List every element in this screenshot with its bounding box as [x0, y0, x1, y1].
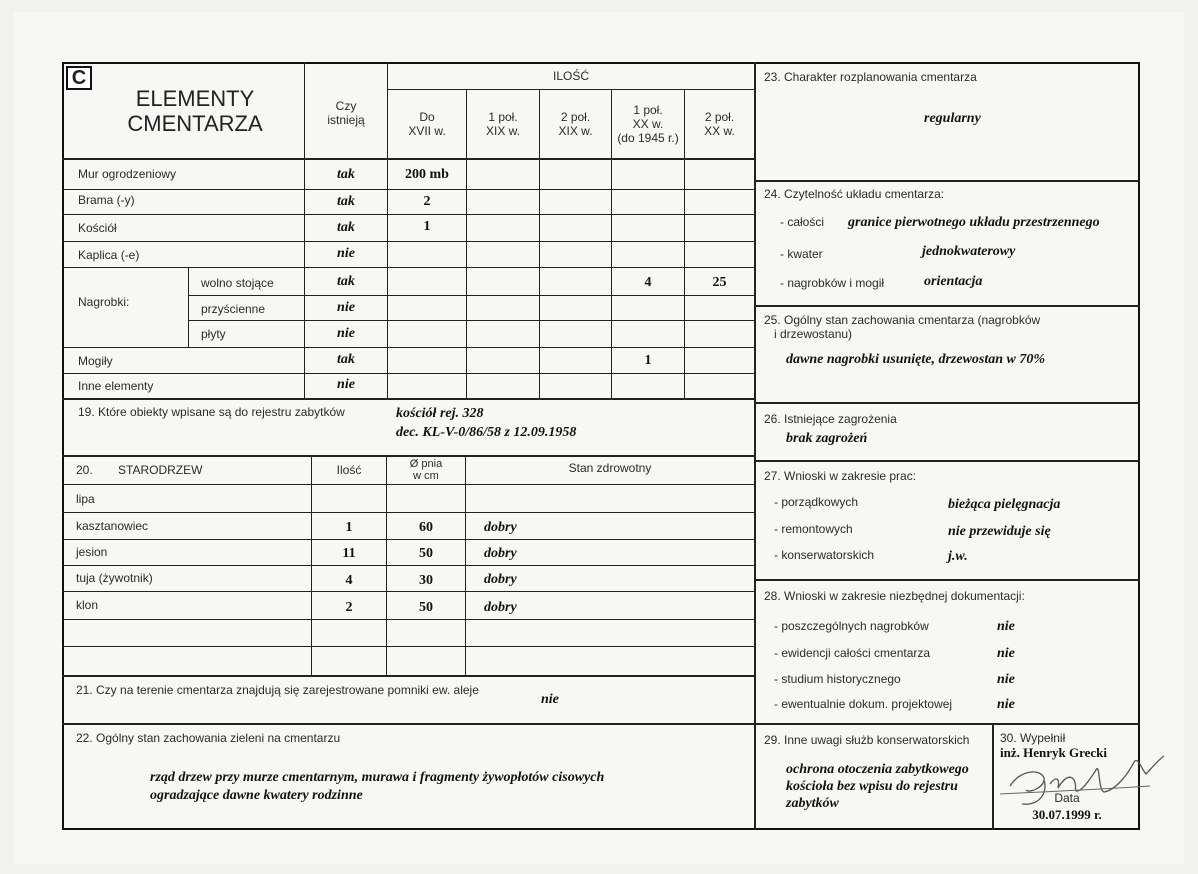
- s30-date: 30.07.1999 r.: [1032, 807, 1102, 822]
- czy-istnieja-header: [305, 99, 387, 127]
- element-exists: tak: [337, 220, 355, 235]
- s27-item-value: bieżąca pielęgnacja: [948, 497, 1061, 512]
- header-line: w cm: [413, 470, 439, 482]
- grid-line: [62, 455, 754, 457]
- grid-line: [62, 347, 754, 348]
- s29-value: zabytków: [786, 796, 839, 811]
- header-line: (do 1945 r.): [617, 131, 679, 145]
- form-frame: [62, 62, 1140, 830]
- s28-item-label: - ewentualnie dokum. projektowej: [774, 697, 953, 711]
- section-letter-box: C: [66, 66, 92, 90]
- tree-diameter: 30: [419, 573, 433, 588]
- tree-count: 1: [345, 520, 353, 535]
- s24-item-value: orientacja: [924, 274, 983, 289]
- header-line: XIX w.: [558, 124, 593, 138]
- s20-num: 20.: [76, 463, 93, 477]
- tree-name: jesion: [76, 545, 108, 559]
- s24-item-label: - całości: [780, 215, 825, 229]
- s27-item-label: - remontowych: [774, 522, 853, 536]
- grid-line: [754, 402, 1140, 404]
- grid-line: [62, 267, 754, 268]
- grid-line: [62, 723, 754, 725]
- period-header: [388, 110, 466, 138]
- tree-name: klon: [76, 598, 99, 612]
- header-line: 1 poł.: [488, 110, 518, 124]
- s24-item-label: - kwater: [780, 247, 823, 261]
- element-exists: nie: [337, 377, 355, 392]
- grid-line: [62, 565, 754, 566]
- header-line: 1 poł.: [633, 103, 663, 117]
- element-count: 1: [644, 353, 652, 368]
- period-header: [467, 110, 539, 138]
- tree-state: dobry: [484, 600, 517, 615]
- s28-item-label: - ewidencji całości cmentarza: [774, 646, 931, 660]
- element-label: Mogiły: [78, 354, 113, 368]
- s21-label: 21. Czy na terenie cmentarza znajdują się zarejestrowane pomniki ew. aleje: [76, 683, 479, 697]
- s22-value: rząd drzew przy murze cmentarnym, murawa i fragmenty żywopłotów cisowych: [150, 770, 605, 785]
- s29-label: 29. Inne uwagi służb konserwatorskich: [764, 733, 970, 747]
- element-exists: tak: [337, 167, 355, 182]
- s29-value: kościoła bez wpisu do rejestru: [786, 779, 958, 794]
- header-line: istnieją: [327, 113, 365, 127]
- s27-item-label: - konserwatorskich: [774, 548, 875, 562]
- nagrobki-label: Nagrobki:: [78, 295, 130, 309]
- s24-item-value: jednokwaterowy: [922, 244, 1016, 259]
- header-line: XVII w.: [408, 124, 446, 138]
- s24-item-label: - nagrobków i mogił: [780, 276, 885, 290]
- grid-line: [62, 591, 754, 592]
- period-header: [685, 110, 754, 138]
- s28-item-value: nie: [997, 619, 1015, 634]
- grid-line: [62, 646, 754, 647]
- element-count: 1: [423, 219, 431, 234]
- element-exists: tak: [337, 194, 355, 209]
- element-count: 25: [712, 275, 727, 290]
- element-count: 4: [644, 275, 652, 290]
- s19-label: 19. Które obiekty wpisane są do rejestru zabytków: [78, 405, 345, 419]
- tree-name: kasztanowiec: [76, 519, 149, 533]
- grid-line: [62, 214, 754, 215]
- header-line: XX w.: [632, 117, 664, 131]
- tree-count: 11: [342, 546, 356, 561]
- nagrobki-type: przyścienne: [201, 302, 266, 316]
- tree-diameter: 50: [419, 600, 433, 615]
- s28-item-label: - poszczególnych nagrobków: [774, 619, 929, 633]
- header-line: Czy: [335, 99, 357, 113]
- header-line: Do: [419, 110, 435, 124]
- header-line: 2 poł.: [560, 110, 591, 124]
- s29-value: ochrona otoczenia zabytkowego: [786, 762, 969, 777]
- tree-diameter: 60: [419, 520, 433, 535]
- element-exists: nie: [337, 300, 355, 315]
- grid-line: [387, 89, 754, 90]
- grid-line: [62, 619, 754, 620]
- grid-line: [754, 460, 1140, 462]
- s25-label: i drzewostanu): [774, 327, 853, 341]
- title-line: CMENTARZA: [127, 111, 263, 136]
- element-label: Brama (-y): [78, 193, 135, 207]
- element-label: Mur ogrodzeniowy: [78, 167, 177, 181]
- s26-label: 26. Istniejące zagrożenia: [764, 412, 897, 426]
- element-exists: tak: [337, 274, 355, 289]
- s27-item-label: - porządkowych: [774, 495, 859, 509]
- tree-state: dobry: [484, 546, 517, 561]
- nagrobki-type: płyty: [201, 327, 226, 341]
- element-exists: tak: [337, 352, 355, 367]
- ilosc-header: ILOŚĆ: [552, 69, 589, 83]
- title-line: ELEMENTY: [135, 86, 255, 111]
- s25-label: 25. Ogólny stan zachowania cmentarza (nagrobków: [764, 313, 1041, 327]
- s28-item-value: nie: [997, 697, 1015, 712]
- s20-col-dia: [387, 458, 465, 482]
- s22-label: 22. Ogólny stan zachowania zieleni na cmentarzu: [76, 731, 341, 745]
- s19-value: dec. KL-V-0/86/58 z 12.09.1958: [396, 425, 577, 440]
- element-label: Inne elementy: [78, 379, 154, 393]
- s19-value: kościół rej. 328: [396, 406, 484, 421]
- grid-line: [62, 512, 754, 513]
- grid-line: [754, 579, 1140, 581]
- s30-label: 30. Wypełnił: [1000, 731, 1066, 745]
- s23-value: regularny: [924, 111, 981, 126]
- tree-state: dobry: [484, 520, 517, 535]
- s28-item-value: nie: [997, 646, 1015, 661]
- tree-name: lipa: [76, 492, 95, 506]
- grid-line: [62, 241, 754, 242]
- main-divider: [754, 62, 756, 830]
- s28-label: 28. Wnioski w zakresie niezbędnej dokumentacji:: [764, 589, 1025, 603]
- s28-item-label: - studium historycznego: [774, 672, 901, 686]
- s25-value: dawne nagrobki usunięte, drzewostan w 70%: [786, 352, 1046, 367]
- header-line: 2 poł.: [704, 110, 735, 124]
- s27-item-value: j.w.: [948, 549, 968, 564]
- s30-name: inż. Henryk Grecki: [1000, 745, 1108, 760]
- grid-line: [62, 675, 754, 677]
- s30-date-label: Data: [1054, 791, 1080, 805]
- s26-value: brak zagrożeń: [786, 431, 868, 446]
- s27-item-value: nie przewiduje się: [948, 524, 1051, 539]
- grid-line: [754, 723, 1140, 725]
- tree-state: dobry: [484, 572, 517, 587]
- s20-col-stan: Stan zdrowotny: [568, 461, 652, 475]
- s20-label: STARODRZEW: [118, 463, 203, 477]
- grid-line: [62, 484, 754, 485]
- s27-label: 27. Wnioski w zakresie prac:: [764, 469, 917, 483]
- s23-label: 23. Charakter rozplanowania cmentarza: [764, 70, 977, 84]
- s20-col-ilosc: Ilość: [336, 463, 362, 477]
- element-label: Kaplica (-e): [78, 248, 140, 262]
- grid-line: [754, 305, 1140, 307]
- grid-line: [62, 539, 754, 540]
- grid-line: [188, 267, 189, 347]
- period-header: [540, 110, 611, 138]
- s28-item-value: nie: [997, 672, 1015, 687]
- grid-line: [62, 373, 754, 374]
- period-header: [612, 103, 684, 145]
- s21-value: nie: [541, 692, 559, 707]
- grid-line: [754, 180, 1140, 182]
- tree-count: 4: [345, 573, 353, 588]
- form-title: [110, 86, 280, 136]
- element-exists: nie: [337, 326, 355, 341]
- tree-count: 2: [345, 600, 353, 615]
- element-exists: nie: [337, 246, 355, 261]
- grid-line: [188, 320, 754, 321]
- grid-line: [188, 295, 754, 296]
- grid-line: [62, 158, 754, 160]
- element-count: 2: [423, 194, 431, 209]
- tree-diameter: 50: [419, 546, 433, 561]
- s24-label: 24. Czytelność układu cmentarza:: [764, 187, 945, 201]
- header-line: XX w.: [704, 124, 735, 138]
- s22-value: ogradzające dawne kwatery rodzinne: [150, 788, 363, 803]
- s24-item-value: granice pierwotnego układu przestrzennego: [848, 215, 1100, 230]
- element-label: Kościół: [78, 221, 117, 235]
- nagrobki-type: wolno stojące: [201, 276, 274, 290]
- header-line: Ø pnia: [409, 458, 443, 470]
- element-count: 200 mb: [405, 167, 449, 182]
- grid-line: [62, 398, 754, 400]
- tree-name: tuja (żywotnik): [76, 571, 153, 585]
- header-line: XIX w.: [485, 124, 520, 138]
- grid-line: [62, 189, 754, 190]
